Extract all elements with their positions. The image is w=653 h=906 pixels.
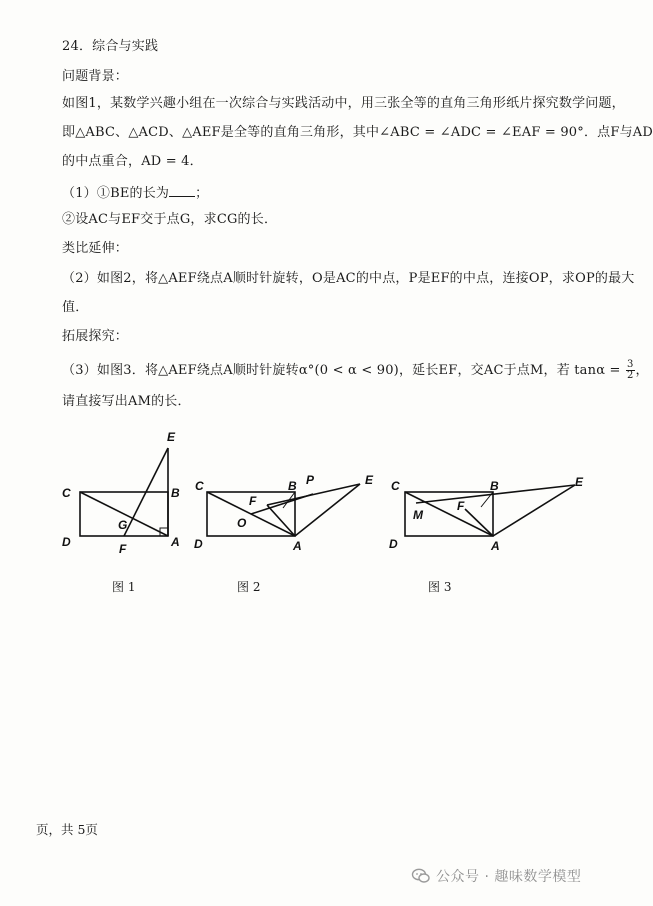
figure-2-caption: 图 2 xyxy=(237,580,261,594)
extension-heading: 拓展探究： xyxy=(62,329,129,344)
fig2-segment-fa xyxy=(267,505,295,536)
fig3-label-d: D xyxy=(389,537,398,551)
wechat-icon xyxy=(412,868,430,884)
fig2-label-p: P xyxy=(306,473,315,487)
watermark xyxy=(412,866,581,886)
fig1-label-d: D xyxy=(62,535,71,549)
fig1-label-f: F xyxy=(119,542,127,556)
fig1-label-b: B xyxy=(171,486,180,500)
analogy-heading: 类比延伸： xyxy=(62,241,129,256)
problem-title: 24．综合与实践 xyxy=(62,39,159,54)
figure-1-caption: 图 1 xyxy=(112,580,136,594)
fig2-label-o: O xyxy=(237,516,247,530)
intro-line-1: 如图1，某数学兴趣小组在一次综合与实践活动中，用三张全等的直角三角形纸片探究数学问题， xyxy=(62,96,625,111)
question-3-line-2: 请直接写出AM的长． xyxy=(62,394,191,409)
figure-3-caption: 图 3 xyxy=(428,580,452,594)
fig3-label-b: B xyxy=(490,479,499,493)
fig1-label-g: G xyxy=(118,518,128,532)
question-2-line-2: 值． xyxy=(62,300,89,315)
figure-2 xyxy=(207,484,360,536)
question-2-line-1: （2）如图2，将△AEF绕点A顺时针旋转，O是AC的中点，P是EF的中点，连接OP，求OP的最大 xyxy=(62,271,635,286)
fig1-label-a: A xyxy=(171,535,180,549)
q1-text-after: ； xyxy=(195,186,209,201)
fig2-label-e: E xyxy=(365,473,374,487)
fig2-label-f: F xyxy=(249,494,257,508)
fig3-label-f: F xyxy=(457,499,465,513)
intro-line-3: 的中点重合，AD = 4． xyxy=(62,154,203,169)
question-1-part-2: ②设AC与EF交于点G，求CG的长． xyxy=(62,212,278,227)
fig2-label-a: A xyxy=(293,539,302,553)
fig3-label-a: A xyxy=(491,539,500,553)
q3-text-after: ， xyxy=(635,363,649,378)
fig3-label-e: E xyxy=(575,475,584,489)
fig3-segment-fa xyxy=(465,509,493,536)
fig1-label-e: E xyxy=(167,430,176,444)
background-heading: 问题背景： xyxy=(62,69,129,84)
page-footer: 页，共 5页 xyxy=(36,822,98,837)
fig2-label-b: B xyxy=(288,479,297,493)
intro-line-2: 即△ABC、△ACD、△AEF是全等的直角三角形，其中∠ABC = ∠ADC = ∠EAF = 90°．点F与AD xyxy=(62,125,653,140)
fig2-label-d: D xyxy=(194,537,203,551)
tan-numerator: 3 xyxy=(626,359,634,370)
fig1-label-c: C xyxy=(62,486,71,500)
q3-text: （3）如图3．将△AEF绕点A顺时针旋转α°(0 < α < 90)，延长EF，交AC于点M，若 tanα = xyxy=(62,363,621,378)
q1-text: （1）①BE的长为 xyxy=(62,186,170,201)
watermark-text: 公众号 · 趣味数学模型 xyxy=(436,869,582,885)
fig3-label-m: M xyxy=(413,508,423,522)
fig3-label-c: C xyxy=(391,479,400,493)
tan-denominator: 2 xyxy=(626,370,634,381)
fig2-segment-op xyxy=(251,494,313,514)
fig2-label-c: C xyxy=(195,479,204,493)
